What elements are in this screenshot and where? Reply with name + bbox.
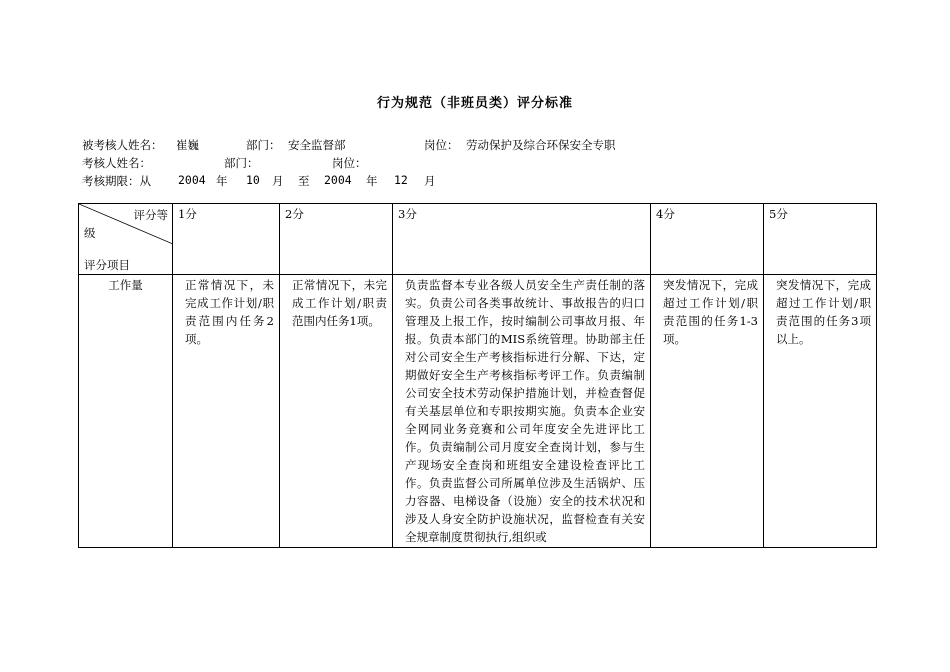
- criteria-score-1: 正常情况下，未完成工作计划/职责范围内任务2项。: [173, 275, 280, 548]
- header-score-3: 3分: [393, 204, 651, 275]
- assessee-label: 被考核人姓名：: [82, 138, 163, 152]
- scoring-table: [78, 203, 877, 548]
- period-month-unit-2: 月: [424, 174, 436, 188]
- criteria-score-4: 突发情况下，完成超过工作计划/职责范围的任务1-3项。: [651, 275, 764, 548]
- period-end-month: 12: [394, 173, 408, 187]
- dept-value: 安全监督部: [288, 138, 346, 152]
- criteria-score-2: 正常情况下，未完成工作计划/职责范围内任务1项。: [280, 275, 393, 548]
- assessor-label: 考核人姓名：: [82, 156, 151, 170]
- period-year-unit-1: 年: [216, 174, 228, 188]
- period-end-year: 2004: [324, 173, 352, 187]
- dept-label: 部门：: [246, 138, 281, 152]
- item-workload: 工作量: [79, 275, 173, 548]
- corner-label-grade-cont: 级: [84, 226, 96, 240]
- header-score-1: 1分: [173, 204, 280, 275]
- table-row: [79, 275, 877, 548]
- assessee-name: 崔巍: [176, 138, 199, 152]
- post-value: 劳动保护及综合环保安全专职: [466, 138, 616, 152]
- period-start-year: 2004: [178, 173, 206, 187]
- corner-header-cell: [79, 204, 173, 275]
- header-score-5: 5分: [764, 204, 877, 275]
- corner-label-grade: 评分等: [133, 208, 168, 222]
- header-score-4: 4分: [651, 204, 764, 275]
- assessor-dept-label: 部门：: [224, 156, 259, 170]
- period-year-unit-2: 年: [366, 174, 378, 188]
- scoring-table-wrapper: [78, 203, 877, 548]
- period-to: 至: [298, 174, 310, 188]
- document-title: 行为规范（非班员类）评分标准: [376, 96, 573, 111]
- period-label: 考核期限：从: [82, 174, 151, 188]
- criteria-score-3: 负责监督本专业各级人员安全生产责任制的落实。负责公司各类事故统计、事故报告的归口管理及上报工作，按时编制公司事故月报、年报。负责本部门的MIS系统管理。协助部主任对公司安全生产考核指标进行分解、下达，定期做好安全生产考核指标考评工作。负责编制公司安全技术劳动保护措施计划，并检查督促有关基层单位和专职按期实施。负责本企业安全网同业务竞赛和公司年度安全先进评比工作。负责编制公司月度安全查岗计划，参与生产现场安全查岗和班组安全建设检查评比工作。负责监督公司所属单位涉及生活锅炉、压力容器、电梯设备（设施）安全的技术状况和涉及人身安全防护设施状况，监督检查有关安全规章制度贯彻执行,组织或: [393, 275, 651, 548]
- period-start-month: 10: [246, 173, 260, 187]
- period-month-unit-1: 月: [272, 174, 284, 188]
- post-label: 岗位：: [424, 138, 459, 152]
- table-header-row: [79, 204, 877, 275]
- header-score-2: 2分: [280, 204, 393, 275]
- criteria-score-5: 突发情况下，完成超过工作计划/职责范围的任务3项以上。: [764, 275, 877, 548]
- assessor-post-label: 岗位：: [332, 156, 367, 170]
- corner-label-item: 评分项目: [84, 258, 130, 272]
